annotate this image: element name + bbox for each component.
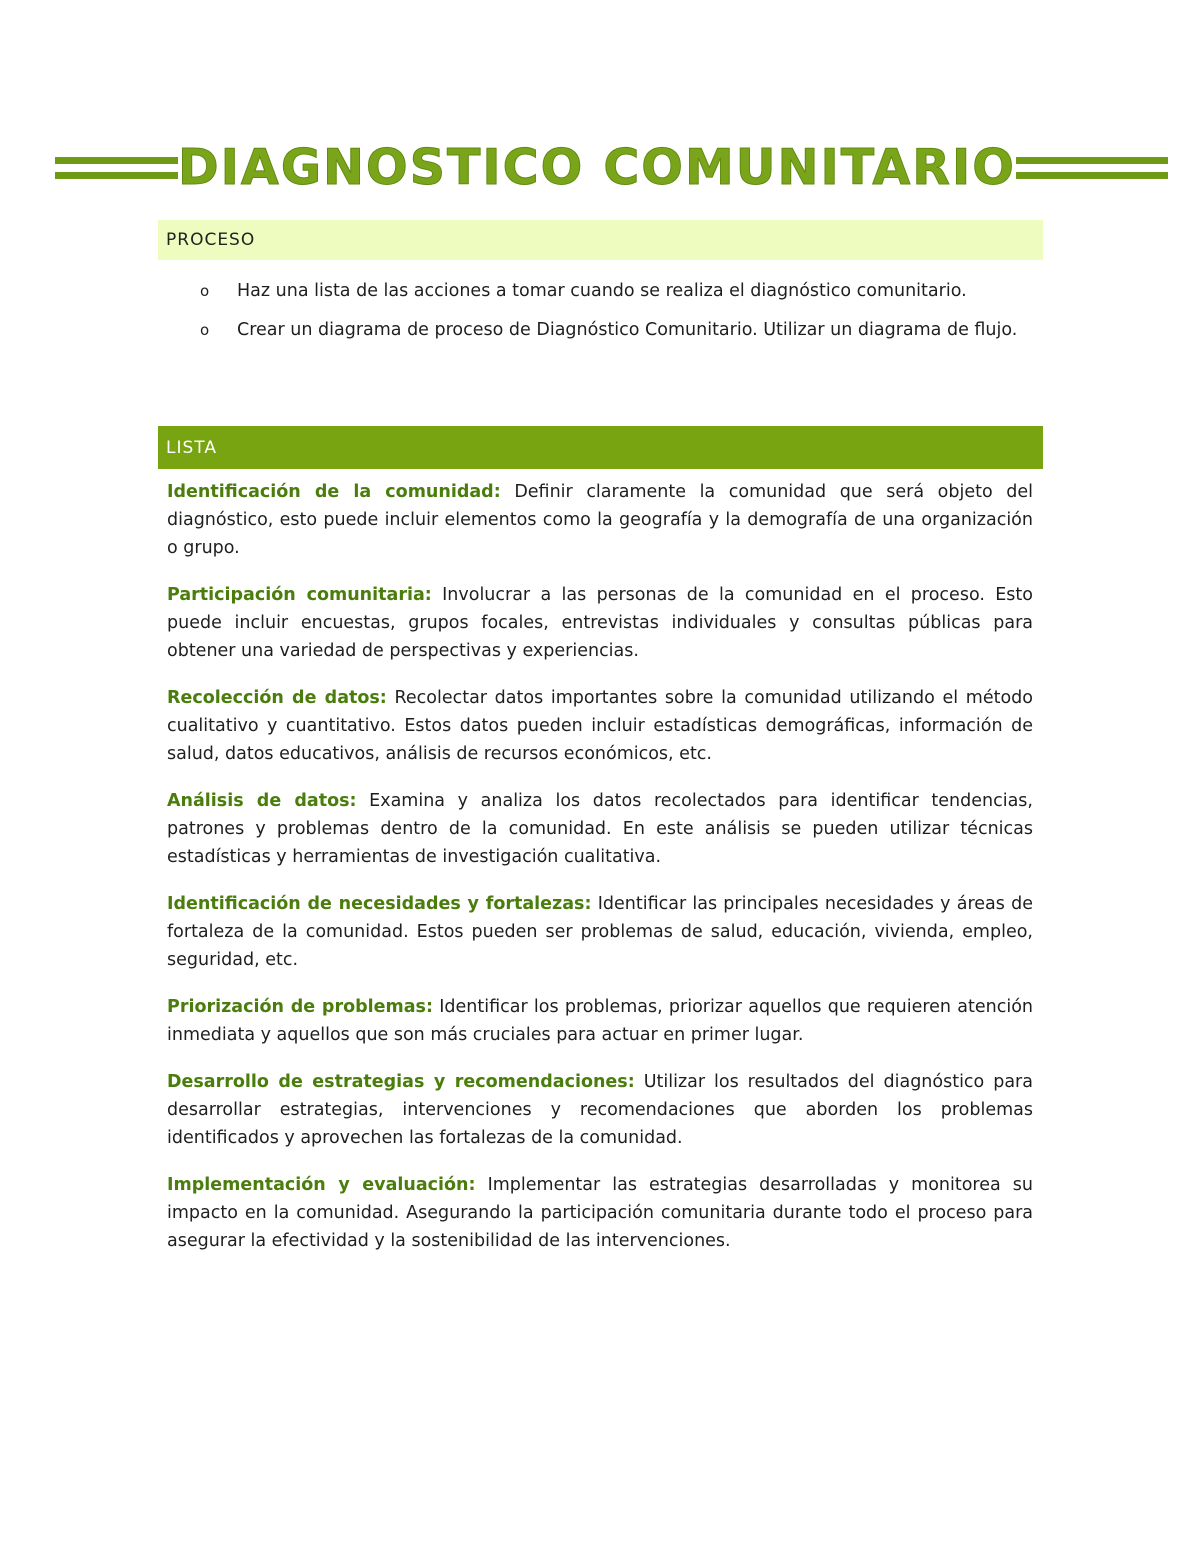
- list-item: [200, 317, 1040, 343]
- item-term: Identificación de necesidades y fortalezas:: [167, 894, 592, 914]
- lista-item: [167, 581, 1033, 665]
- item-term: Priorización de problemas:: [167, 997, 433, 1017]
- section-heading-proceso: PROCESO: [158, 220, 1043, 260]
- list-item: [200, 278, 1040, 304]
- lista-item: [167, 993, 1033, 1049]
- lista-item: [167, 1068, 1033, 1152]
- decoration-line: [1016, 172, 1168, 179]
- page-title: DIAGNOSTICO COMUNITARIO: [178, 139, 1016, 196]
- proceso-list: [200, 278, 1040, 356]
- item-term: Desarrollo de estrategias y recomendaciones:: [167, 1072, 635, 1092]
- title-decoration-left: [55, 157, 178, 179]
- item-text: Examina y analiza los datos recolectados para identificar tendencias, patrones y problemas dentro de la comunidad. En este análisis se pueden utilizar técnicas estadísticas y herramientas de investigación cualitativa.: [167, 791, 1033, 867]
- item-text: Involucrar a las personas de la comunidad en el proceso. Esto puede incluir encuestas, grupos focales, entrevistas individuales y consultas públicas para obtener una variedad de perspectivas y experiencias.: [167, 585, 1033, 661]
- decoration-line: [55, 172, 178, 179]
- lista-items: [167, 478, 1033, 1274]
- item-text: Recolectar datos importantes sobre la comunidad utilizando el método cualitativo y cuantitativo. Estos datos pueden incluir estadísticas demográficas, información de salud, datos educativos, análisis de recursos económicos, etc.: [167, 688, 1033, 764]
- bullet-icon: o: [200, 321, 210, 339]
- title-decoration-right: [1016, 157, 1168, 179]
- item-term: Identificación de la comunidad:: [167, 482, 501, 502]
- item-term: Participación comunitaria:: [167, 585, 432, 605]
- decoration-line: [55, 157, 178, 164]
- decoration-line: [1016, 157, 1168, 164]
- item-text: Implementar las estrategias desarrolladas y monitorea su impacto en la comunidad. Asegurando la participación comunitaria durante todo el proceso para asegurar la efectividad y la sostenibilidad de las intervenciones.: [167, 1175, 1033, 1251]
- item-text: Identificar las principales necesidades y áreas de fortaleza de la comunidad. Estos pueden ser problemas de salud, educación, vivienda, empleo, seguridad, etc.: [167, 894, 1033, 970]
- item-term: Recolección de datos:: [167, 688, 387, 708]
- list-item-text: Crear un diagrama de proceso de Diagnóstico Comunitario. Utilizar un diagrama de flujo.: [237, 320, 1018, 340]
- section-heading-lista: LISTA: [158, 426, 1043, 469]
- lista-item: [167, 787, 1033, 871]
- item-text: Definir claramente la comunidad que será objeto del diagnóstico, esto puede incluir elementos como la geografía y la demografía de una organización o grupo.: [167, 482, 1033, 558]
- title-banner: [55, 138, 1150, 198]
- list-item-text: Haz una lista de las acciones a tomar cuando se realiza el diagnóstico comunitario.: [237, 281, 967, 301]
- lista-item: [167, 890, 1033, 974]
- bullet-icon: o: [200, 282, 210, 300]
- item-text: Identificar los problemas, priorizar aquellos que requieren atención inmediata y aquellos que son más cruciales para actuar en primer lugar.: [167, 997, 1033, 1045]
- lista-item: [167, 684, 1033, 768]
- item-text: Utilizar los resultados del diagnóstico para desarrollar estrategias, intervenciones y recomendaciones que aborden los problemas identificados y aprovechen las fortalezas de la comunidad.: [167, 1072, 1033, 1148]
- item-term: Análisis de datos:: [167, 791, 357, 811]
- lista-item: [167, 478, 1033, 562]
- item-term: Implementación y evaluación:: [167, 1175, 476, 1195]
- lista-item: [167, 1171, 1033, 1255]
